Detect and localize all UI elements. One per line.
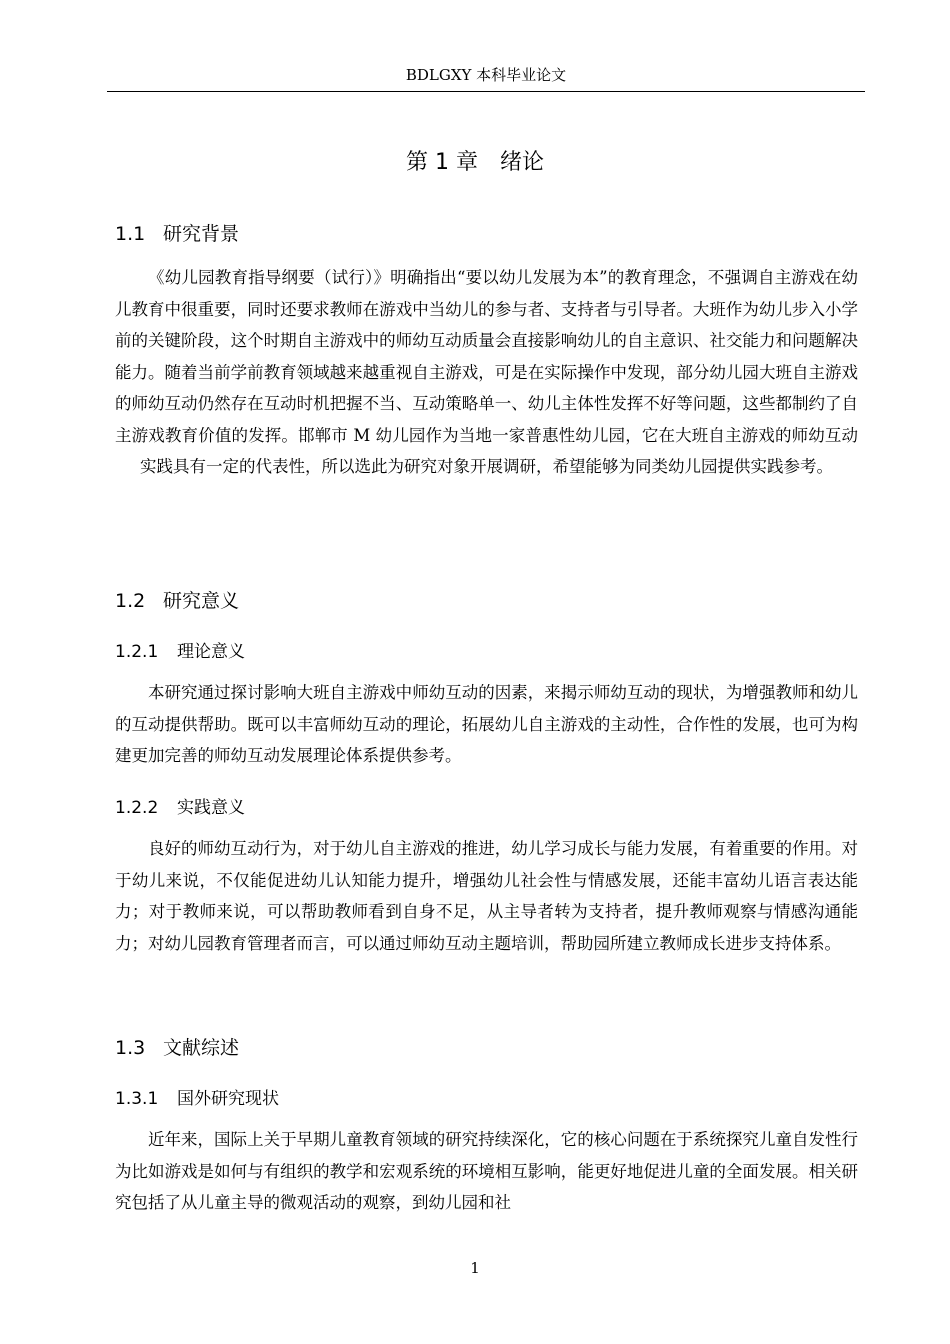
subsection-heading-1-2-1 bbox=[115, 639, 245, 665]
subsection-number: 1.2.2 bbox=[115, 798, 159, 818]
paragraph-research-background: 《幼儿园教育指导纲要（试行）》明确指出“要以幼儿发展为本”的教育理念，不强调自主游戏在幼儿教育中很重要，同时还要求教师在游戏中当幼儿的参与者、支持者与引导者。大班作为幼儿步入小学前的关键阶段，这个时期自主游戏中的师幼互动质量会直接影响幼儿的自主意识、社交能力和问题解决能力。随着当前学前教育领域越来越重视自主游戏，可是在实际操作中发现，部分幼儿园大班自主游戏的师幼互动仍然存在互动时机把握不当、互动策略单一、幼儿主体性发挥不好等问题，这些都制约了自主游戏教育价值的发挥。邯郸市 M 幼儿园作为当地一家普惠性幼儿园，它在大班自主游戏的师幼互动实践具有一定的代表性，所以选此为研究对象开展调研，希望能够为同类幼儿园提供实践参考。 bbox=[115, 268, 858, 476]
subsection-title: 国外研究现状 bbox=[177, 1089, 279, 1109]
section-number: 1.2 bbox=[115, 590, 146, 612]
paragraph-practical-significance: 良好的师幼互动行为，对于幼儿自主游戏的推进，幼儿学习成长与能力发展，有着重要的作用。对于幼儿来说，不仅能促进幼儿认知能力提升，增强幼儿社会性与情感发展，还能丰富幼儿语言表达能力；对于教师来说，可以帮助教师看到自身不足，从主导者转为支持者，提升教师观察与情感沟通能力；对幼儿园教育管理者而言，可以通过师幼互动主题培训，帮助园所建立教师成长进步支持体系。 bbox=[115, 839, 858, 953]
subsection-title: 理论意义 bbox=[177, 642, 245, 662]
subsection-title: 实践意义 bbox=[177, 798, 245, 818]
paragraph-foreign-research: 近年来，国际上关于早期儿童教育领域的研究持续深化，它的核心问题在于系统探究儿童自发性行为比如游戏是如何与有组织的教学和宏观系统的环境相互影响，能更好地促进儿童的全面发展。相关研究包括了从儿童主导的微观活动的观察，到幼儿园和社 bbox=[115, 1130, 858, 1212]
chapter-number: 第 1 章 bbox=[406, 150, 478, 175]
subsection-number: 1.2.1 bbox=[115, 642, 159, 662]
page-number: 1 bbox=[470, 1259, 480, 1277]
section-heading-1-3 bbox=[115, 1034, 239, 1062]
subsection-heading-1-3-1 bbox=[115, 1086, 279, 1112]
header-rule bbox=[107, 91, 865, 92]
subsection-heading-1-2-2 bbox=[115, 795, 245, 821]
subsection-number: 1.3.1 bbox=[115, 1089, 159, 1109]
section-title: 研究背景 bbox=[163, 223, 240, 245]
chapter-heading bbox=[0, 147, 950, 179]
section-heading-1-2 bbox=[115, 587, 239, 615]
chapter-title: 绪论 bbox=[499, 150, 544, 175]
paragraph-theoretical-significance: 本研究通过探讨影响大班自主游戏中师幼互动的因素，来揭示师幼互动的现状，为增强教师和幼儿的互动提供帮助。既可以丰富师幼互动的理论，拓展幼儿自主游戏的主动性，合作性的发展，也可为构建更加完善的师幼互动发展理论体系提供参考。 bbox=[115, 683, 858, 765]
running-header: BDLGXY 本科毕业论文 bbox=[405, 66, 567, 84]
section-number: 1.1 bbox=[115, 223, 146, 245]
section-title: 文献综述 bbox=[163, 1037, 240, 1059]
section-title: 研究意义 bbox=[163, 590, 240, 612]
section-heading-1-1 bbox=[115, 220, 239, 248]
section-number: 1.3 bbox=[115, 1037, 146, 1059]
